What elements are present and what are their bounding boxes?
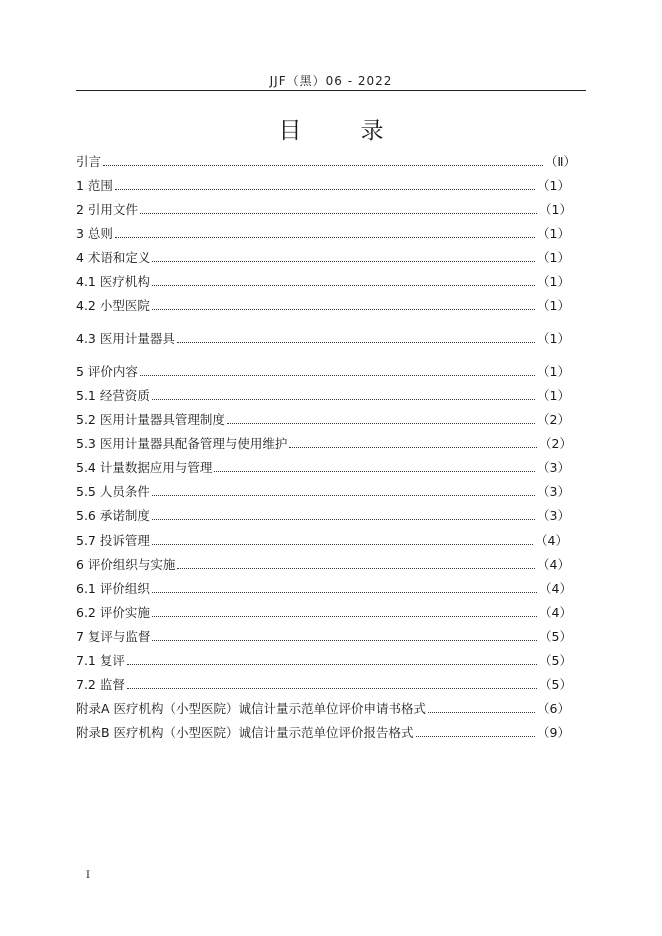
toc-page-ref: （1） [537,226,570,241]
toc-page-ref: （Ⅱ） [544,154,576,169]
toc-label: 2 引用文件 [76,202,138,217]
toc-entry-5-4[interactable] [76,458,570,476]
toc-leader-dots [140,362,535,376]
header-rule [76,90,586,91]
toc-leader-dots [152,248,535,262]
toc-leader-dots [152,506,535,520]
toc-label: 5 评价内容 [76,364,138,379]
toc-label: 5.7 投诉管理 [76,533,150,548]
toc-entry-2[interactable] [76,200,572,218]
toc-entry-5-6[interactable] [76,506,570,524]
toc-page-ref: （4） [537,557,570,572]
toc-entry-6-2[interactable] [76,603,572,621]
toc-page-ref: （1） [537,274,570,289]
toc-label: 3 总则 [76,226,113,241]
toc-entry-5-2[interactable] [76,410,570,428]
toc-leader-dots [152,296,535,310]
toc-leader-dots [127,651,537,665]
toc-page-ref: （1） [537,178,570,193]
toc-page-ref: （1） [537,388,570,403]
toc-page-ref: （3） [537,484,570,499]
toc-page-ref: （6） [537,701,570,716]
toc-leader-dots [152,627,537,641]
toc-entry-appendix-a[interactable] [76,699,570,717]
toc-label: 4.3 医用计量器具 [76,331,175,346]
toc-page-ref: （2） [539,436,572,451]
toc-leader-dots [115,176,535,190]
toc-leader-dots [289,434,537,448]
toc-leader-dots [214,458,535,472]
toc-entry-5-1[interactable] [76,386,570,404]
running-header: JJF（黑）06 - 2022 [269,74,393,88]
toc-entry-4[interactable] [76,248,570,266]
toc-label: 5.5 人员条件 [76,484,150,499]
toc-page-ref: （4） [535,533,568,548]
toc-leader-dots [152,272,535,286]
toc-label: 4 术语和定义 [76,250,151,265]
page-title: 目 录 [278,118,402,144]
toc-leader-dots [416,723,535,737]
toc-entry-5-3[interactable] [76,434,572,452]
toc-leader-dots [127,675,537,689]
toc-label: 5.6 承诺制度 [76,508,150,523]
toc-page-ref: （3） [537,460,570,475]
toc-entry-5-7[interactable] [76,531,568,549]
toc-entry-appendix-b[interactable] [76,723,570,741]
toc-page-ref: （5） [539,677,572,692]
toc-entry-4-2[interactable] [76,296,570,314]
toc-label: 4.2 小型医院 [76,298,150,313]
toc-entry-1[interactable] [76,176,570,194]
toc-label: 5.1 经营资质 [76,388,150,403]
toc-leader-dots [152,579,537,593]
toc-entry-7-2[interactable] [76,675,572,693]
toc-leader-dots [177,329,535,343]
toc-entry-5[interactable] [76,362,570,380]
toc-label: 1 范围 [76,178,113,193]
toc-label: 5.3 医用计量器具配备管理与使用维护 [76,436,288,451]
toc-leader-dots [152,603,537,617]
toc-leader-dots [152,531,533,545]
toc-label: 7.2 监督 [76,677,125,692]
toc-entry-6-1[interactable] [76,579,572,597]
toc-page-ref: （1） [539,202,572,217]
toc-label: 引言 [76,154,102,169]
toc-label: 附录B 医疗机构（小型医院）诚信计量示范单位评价报告格式 [76,725,414,740]
page-number: I [86,870,90,881]
toc-page-ref: （1） [537,364,570,379]
toc-label: 4.1 医疗机构 [76,274,150,289]
toc-label: 6 评价组织与实施 [76,557,176,572]
toc-label: 6.2 评价实施 [76,605,150,620]
toc-leader-dots [103,152,543,166]
toc-entry-4-1[interactable] [76,272,570,290]
toc-label: 附录A 医疗机构（小型医院）诚信计量示范单位评价申请书格式 [76,701,427,716]
toc-leader-dots [227,410,535,424]
toc-page-ref: （5） [539,629,572,644]
toc-page-ref: （1） [537,298,570,313]
toc-page-ref: （5） [539,653,572,668]
toc-leader-dots [152,482,535,496]
toc-page-ref: （1） [537,331,570,346]
toc-entry-foreword[interactable] [76,152,576,170]
toc-leader-dots [140,200,537,214]
toc-page-ref: （4） [539,605,572,620]
toc-leader-dots [152,386,535,400]
toc-page-ref: （3） [537,508,570,523]
toc-leader-dots [177,555,535,569]
toc-label: 5.4 计量数据应用与管理 [76,460,213,475]
toc-entry-5-5[interactable] [76,482,570,500]
toc-leader-dots [428,699,535,713]
toc-entry-3[interactable] [76,224,570,242]
toc-label: 7.1 复评 [76,653,125,668]
toc-label: 6.1 评价组织 [76,581,150,596]
toc-entry-7-1[interactable] [76,651,572,669]
toc-page-ref: （4） [539,581,572,596]
toc-page-ref: （1） [537,250,570,265]
toc-entry-6[interactable] [76,555,570,573]
toc-entry-4-3[interactable] [76,329,570,347]
toc-label: 5.2 医用计量器具管理制度 [76,412,225,427]
toc-label: 7 复评与监督 [76,629,151,644]
toc-page-ref: （2） [537,412,570,427]
toc-page-ref: （9） [537,725,570,740]
toc-leader-dots [115,224,535,238]
toc-entry-7[interactable] [76,627,572,645]
